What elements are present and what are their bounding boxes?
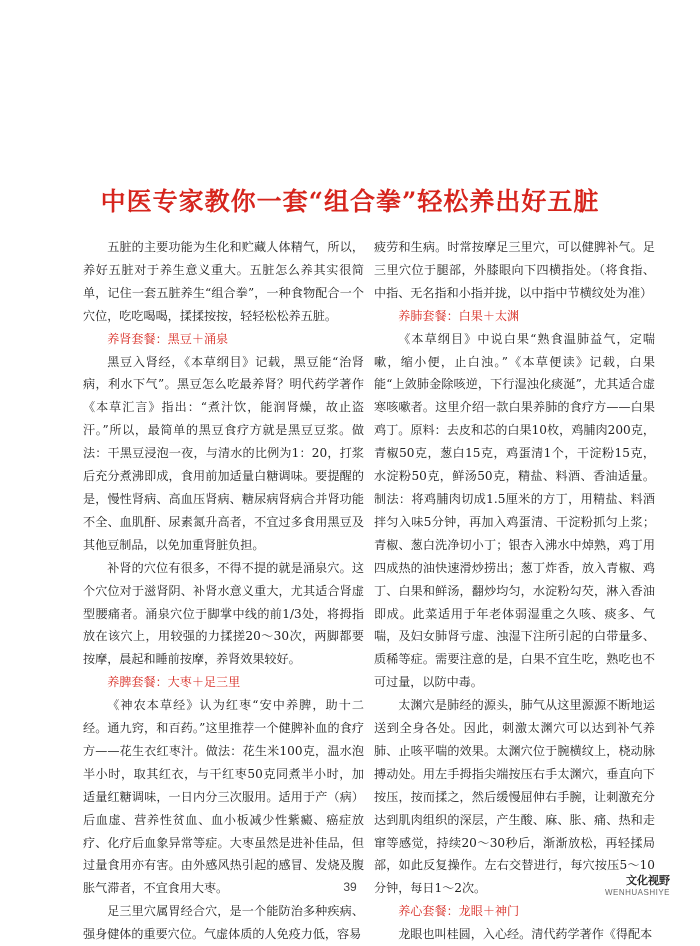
page-number: 39 xyxy=(343,880,357,894)
right-column xyxy=(374,236,655,946)
brand-name: 文化视野 xyxy=(626,875,670,887)
section-heading: 养肺套餐：白果＋太渊 xyxy=(398,308,520,323)
paragraph-continued: 疲劳和生病。时常按摩足三里穴，可以健脾补气。足三里穴位于腿部，外膝眼向下四横指处。（将食指、中指、无名指和小指并拢，以中指中节横纹处为准） xyxy=(374,240,655,300)
paragraph: 太渊穴是肺经的源头，肺气从这里源源不断地运送到全身各处。因此，刺激太渊穴可以达到补气养肺、止咳平喘的效果。太渊穴位于腕横纹上，桡动脉搏动处。用左手拇指尖端按压右手太渊穴，垂直向下按压，按而揉之，然后缓慢屈伸右手腕，让刺激充分达到肌肉组织的深层，产生酸、麻、胀、痛、热和走窜等感觉，持续20～30秒后，渐渐放松，再轻揉局部，如此反复操作。左右交替进行，每穴按压5～10分钟，每日1～2次。 xyxy=(374,698,655,896)
paragraph: 补肾的穴位有很多，不得不提的就是涌泉穴。这个穴位对于滋肾阴、补肾水意义重大，尤其适合肾虚型腰痛者。涌泉穴位于脚掌中线的前1/3处，将拇指放在该穴上，用较强的力揉搓20～30次，两脚都要按摩，晨起和睡前按摩，养肾效果较好。 xyxy=(83,560,364,667)
paragraph: 足三里穴属胃经合穴，是一个能防治多种疾病、强身健体的重要穴位。气虚体质的人免疫力低，容易 xyxy=(83,904,364,942)
section-heading: 养心套餐：龙眼＋神门 xyxy=(398,904,520,919)
section-heading: 养肾套餐：黑豆＋涌泉 xyxy=(107,331,229,346)
paragraph: 龙眼也叫桂圆，入心经。清代药学著作《得配本 xyxy=(398,927,653,942)
paragraph: 五脏的主要功能为生化和贮藏人体精气，所以，养好五脏对于养生意义重大。五脏怎么养其实很简单，记住一套五脏养生“组合拳”，一种食物配合一个穴位，吃吃喝喝，揉揉按按，轻轻松松养五脏。 xyxy=(83,240,364,323)
article-title: 中医专家教你一套“组合拳”轻松养出好五脏 xyxy=(100,187,600,216)
paragraph: 《神农本草经》认为红枣“安中养脾，助十二经。通九窍，和百药。”这里推荐一个健脾补血的食疗方——花生衣红枣汁。做法：花生米100克，温水泡半小时，取其红衣，与干红枣50克同煮半小时，加适量红糖调味，一日内分三次服用。适用于产（病）后血虚、营养性贫血、血小板减少性紫癜、癌症放疗、化疗后血象异常等症。大枣虽然是进补佳品，但过量食用亦有害。由外感风热引起的感冒、发烧及腹胀气滞者，不宜食用大枣。 xyxy=(83,698,364,896)
brand-pinyin: WENHUASHIYE xyxy=(604,888,670,897)
paragraph: 黑豆入肾经，《本草纲目》记载，黑豆能“治肾病，利水下气”。黑豆怎么吃最养肾？明代药学著作《本草汇言》指出：“煮汁饮，能润肾燥，故止盗汗。”所以，最简单的黑豆食疗方就是黑豆豆浆。做法：干黑豆浸泡一夜，与清水的比例为1：20，打浆后充分煮沸即成，食用前加适量白糖调味。要提醒的是，慢性肾病、高血压肾病、糖尿病肾病合并肾功能不全、血肌酐、尿素氮升高者，不宜过多食用黑豆及其他豆制品，以免加重肾脏负担。 xyxy=(83,354,364,552)
left-column xyxy=(83,236,364,946)
magazine-brand xyxy=(605,872,670,897)
paragraph: 《本草纲目》中说白果“熟食温肺益气，定喘嗽，缩小便，止白浊。”《本草便读》记载，白果能“上敛肺金除咳逆，下行湿浊化痰涎”，尤其适合虚寒咳嗽者。这里介绍一款白果养肺的食疗方——白果鸡丁。原料：去皮和芯的白果10枚，鸡脯肉200克，青椒50克，葱白15克，鸡蛋清1个，干淀粉15克，水淀粉50克，鲜汤50克，精盐、料酒、香油适量。制法：将鸡脯肉切成1.5厘米的方丁，用精盐、料酒拌匀入味5分钟，再加入鸡蛋清、干淀粉抓匀上浆；青椒、葱白洗净切小丁；银杏入沸水中焯熟，鸡丁用四成热的油快速滑炒捞出；葱丁炸香，放入青椒、鸡丁、白果和鲜汤，翻炒均匀，水淀粉勾芡，淋入香油即成。此菜适用于年老体弱湿重之久咳、痰多、气喘，及妇女肺肾亏虚、浊湿下注所引起的白带量多、质稀等症。需要注意的是，白果不宜生吃，熟吃也不可过量，以防中毒。 xyxy=(374,331,655,690)
section-heading: 养脾套餐：大枣＋足三里 xyxy=(107,675,241,690)
